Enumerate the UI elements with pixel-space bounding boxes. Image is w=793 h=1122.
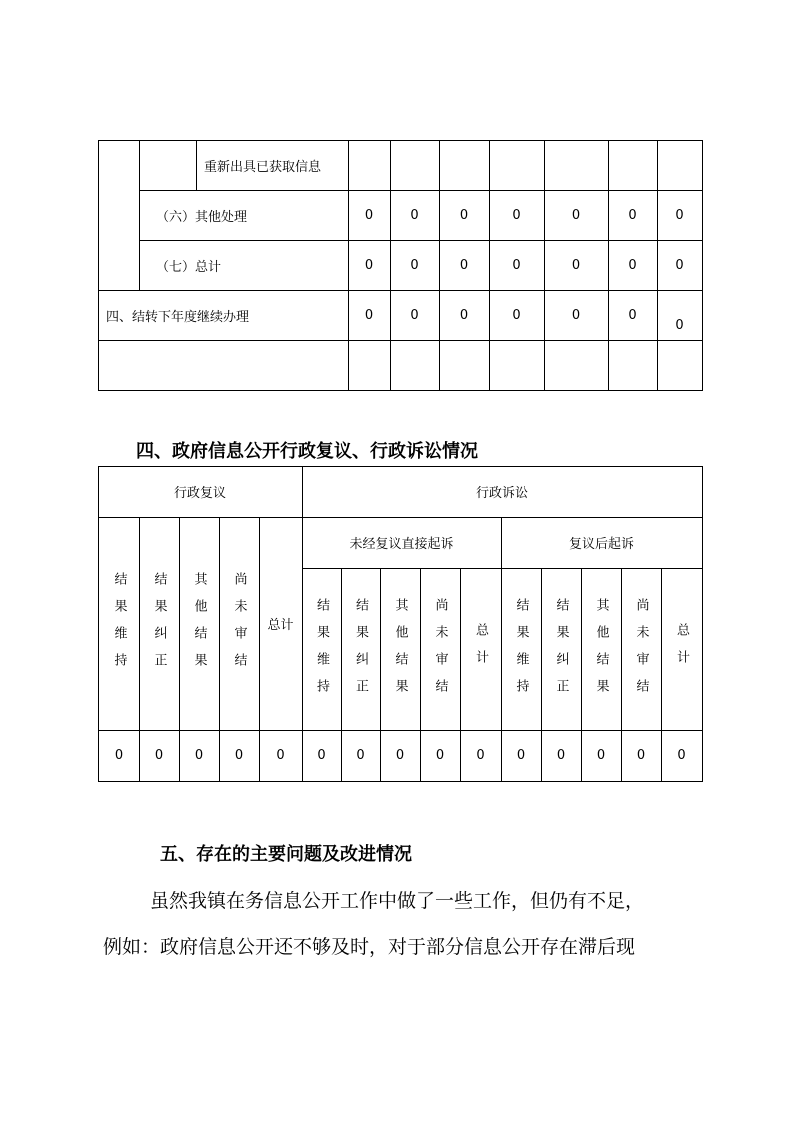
after-col-header: 其他结果 [593,598,609,706]
table-cell: 0 [516,748,526,763]
table-cell: 0 [276,748,285,763]
after-col-header: 结果纠正 [553,598,569,706]
table-cell: 0 [154,748,164,763]
table-cell: 0 [512,207,521,223]
table-cell: 0 [512,257,521,273]
table-cell: 0 [677,748,686,763]
table-cell: 0 [410,307,419,323]
after-review-header: 复议后起诉 [568,537,634,552]
table-cell: 0 [364,307,374,323]
table-cell: 0 [675,207,684,223]
paragraph-line-2: 例如：政府信息公开还不够及时，对于部分信息公开存在滞后现 [103,936,636,958]
table-cell: 0 [356,748,365,763]
row-total-label: （七）总计 [156,259,222,275]
direct-col-header: 结果维持 [314,598,329,706]
table-cell: 0 [234,748,244,763]
table-cell: 0 [571,207,581,223]
table-cell: 0 [628,257,637,273]
table-cell: 0 [571,257,581,273]
table-cell: 0 [194,748,204,763]
paragraph-line-1: 虽然我镇在务信息公开工作中做了一些工作，但仍有不足， [150,890,645,912]
review-header: 行政复议 [173,486,226,501]
table-cell: 0 [628,307,637,323]
review-col-header: 其他结果 [191,572,207,680]
table-cell: 0 [459,207,469,223]
after-col-header: 尚未审结 [633,598,649,706]
section-5-heading: 五、存在的主要问题及改进情况 [160,844,412,865]
after-col-header: 总计 [674,623,689,677]
table-cell: 0 [571,307,581,323]
review-col-header: 总计 [267,618,294,633]
table-cell: 0 [596,748,606,763]
table-cell: 0 [435,748,445,763]
direct-col-header: 其他结果 [392,598,408,706]
direct-col-header: 总计 [473,623,488,677]
section-4-heading: 四、政府信息公开行政复议、行政诉讼情况 [136,441,478,462]
table-cell: 0 [364,257,374,273]
table-cell: 0 [628,207,637,223]
table-cell: 0 [636,748,646,763]
table-cell: 0 [512,307,521,323]
table-cell: 0 [556,748,566,763]
review-col-header: 尚未审结 [231,572,247,680]
review-col-header: 结果维持 [111,572,127,680]
table-cell: 0 [410,257,419,273]
table-cell: 0 [675,257,684,273]
table-cell: 0 [410,207,419,223]
table-cell: 0 [675,317,684,333]
row-carry-label: 四、结转下年度继续办理 [106,309,250,325]
direct-suit-header: 未经复议直接起诉 [349,537,454,552]
table-cell: 0 [364,207,374,223]
after-col-header: 结果维持 [513,598,529,706]
row-other-label: （六）其他处理 [156,209,248,225]
direct-col-header: 结果纠正 [353,598,368,706]
table-cell: 0 [317,748,326,763]
table-cell: 0 [459,257,469,273]
row-reissue-label: 重新出具已获取信息 [204,159,322,175]
review-col-header: 结果纠正 [151,572,167,680]
table-cell: 0 [395,748,405,763]
table-cell: 0 [114,748,124,763]
litigation-header: 行政诉讼 [475,486,528,501]
table-cell: 0 [459,307,469,323]
direct-col-header: 尚未审结 [432,598,448,706]
table-cell: 0 [476,748,485,763]
